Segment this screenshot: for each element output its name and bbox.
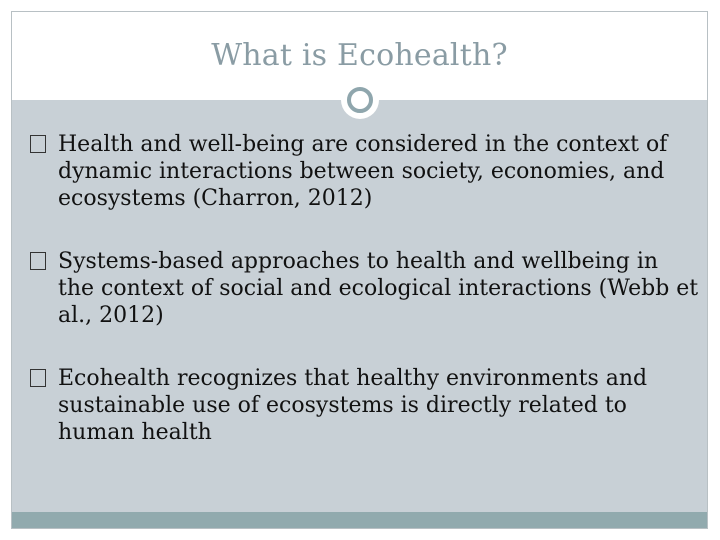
bullet-item-2	[30, 248, 700, 329]
bullet-item-3	[30, 365, 700, 446]
bullet-list	[30, 131, 700, 482]
circle-ornament-ring	[347, 87, 373, 113]
missing-glyph-bullet-icon	[30, 135, 46, 153]
circle-ornament-icon	[341, 81, 379, 119]
missing-glyph-bullet-icon	[30, 252, 46, 270]
bullet-text: Health and well-being are considered in the context of dynamic interactions between society, economies, and ecosystems (Charron, 2012)	[58, 132, 668, 211]
missing-glyph-bullet-icon	[30, 369, 46, 387]
bullet-text: Systems-based approaches to health and wellbeing in the context of social and ecological interactions (Webb et al., 2012)	[58, 249, 699, 328]
bullet-item-1	[30, 131, 700, 212]
slide-frame	[11, 11, 708, 529]
bullet-text: Ecohealth recognizes that healthy environments and sustainable use of ecosystems is directly related to human health	[58, 366, 648, 445]
bottom-accent-bar	[12, 512, 707, 528]
slide-title: What is Ecohealth?	[211, 38, 508, 73]
